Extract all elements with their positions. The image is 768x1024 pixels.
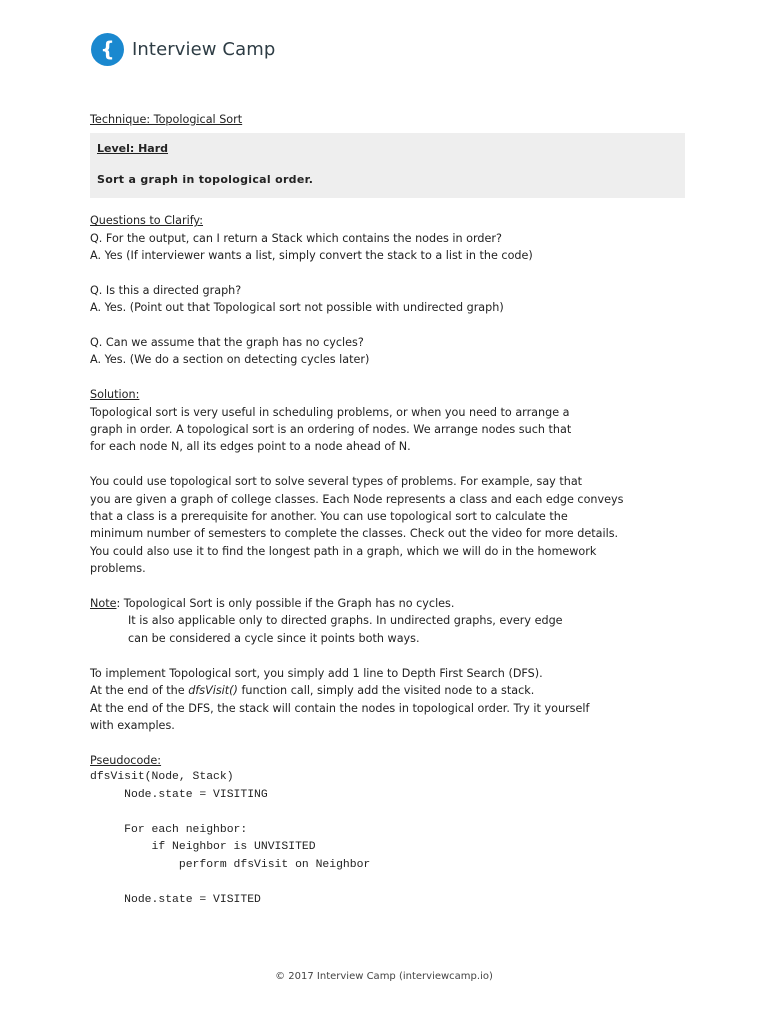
answer-3: A. Yes. (We do a section on detecting cycles later) [90, 353, 370, 367]
solution-para2-line: minimum number of semesters to complete the classes. Check out the video for more details. [90, 527, 619, 541]
pseudocode-heading: Pseudocode: [90, 753, 162, 767]
code-line: Node.state = VISITING [90, 788, 268, 801]
impl-text: At the end of the [90, 684, 189, 698]
note-line: can be considered a cycle since it points both ways. [128, 631, 420, 645]
document-body [90, 111, 700, 910]
code-line [90, 875, 700, 893]
note-line [90, 595, 700, 612]
code-line: dfsVisit(Node, Stack) [90, 771, 234, 784]
solution-para2-line: You could also use it to find the longest path in a graph, which we will do in the homework [90, 544, 597, 558]
implementation-line: At the end of the DFS, the stack will contain the nodes in topological order. Try it yourself [90, 701, 590, 715]
problem-statement: Sort a graph in topological order. [97, 172, 314, 186]
problem-box [90, 133, 685, 198]
note-label: Note [90, 597, 117, 611]
solution-para2-line: problems. [90, 562, 146, 576]
solution-para1-line: graph in order. A topological sort is an ordering of nodes. We arrange nodes such that [90, 423, 572, 437]
answer-1: A. Yes (If interviewer wants a list, simply convert the stack to a list in the code) [90, 249, 533, 263]
impl-text: function call, simply add the visited node to a stack. [237, 684, 535, 698]
question-2: Q. Is this a directed graph? [90, 283, 242, 297]
solution-para2-line: you are given a graph of college classes. Each Node represents a class and each edge conveys [90, 492, 624, 506]
question-1: Q. For the output, can I return a Stack which contains the nodes in order? [90, 231, 502, 245]
code-line: if Neighbor is UNVISITED [90, 841, 316, 854]
code-line: perform dfsVisit on Neighbor [90, 859, 371, 872]
solution-para2-line: You could use topological sort to solve several types of problems. For example, say that [90, 475, 583, 489]
brand-name: Interview Camp [132, 38, 276, 60]
level-label: Level: Hard [97, 142, 169, 156]
brace-logo-icon: { [91, 33, 124, 66]
page-footer: © 2017 Interview Camp (interviewcamp.io) [275, 971, 493, 982]
implementation-line: with examples. [90, 718, 175, 732]
implementation-line [90, 682, 700, 699]
solution-heading: Solution: [90, 388, 140, 402]
brand-logo [91, 32, 275, 66]
question-3: Q. Can we assume that the graph has no cycles? [90, 336, 364, 350]
implementation-line: To implement Topological sort, you simply add 1 line to Depth First Search (DFS). [90, 666, 543, 680]
solution-para1-line: Topological sort is very useful in scheduling problems, or when you need to arrange a [90, 405, 570, 419]
function-name: dfsVisit() [188, 684, 238, 698]
note-line: It is also applicable only to directed graphs. In undirected graphs, every edge [128, 614, 563, 628]
code-line [90, 804, 700, 822]
code-line: Node.state = VISITED [90, 894, 261, 907]
solution-para1-line: for each node N, all its edges point to a node ahead of N. [90, 440, 411, 454]
clarify-heading: Questions to Clarify: [90, 214, 204, 228]
solution-para2-line: that a class is a prerequisite for another. You can use topological sort to calculate the [90, 510, 568, 524]
technique-label: Technique: Topological Sort [90, 113, 243, 126]
code-line: For each neighbor: [90, 823, 248, 836]
answer-2: A. Yes. (Point out that Topological sort not possible with undirected graph) [90, 301, 504, 315]
note-text: : Topological Sort is only possible if the Graph has no cycles. [116, 597, 455, 611]
